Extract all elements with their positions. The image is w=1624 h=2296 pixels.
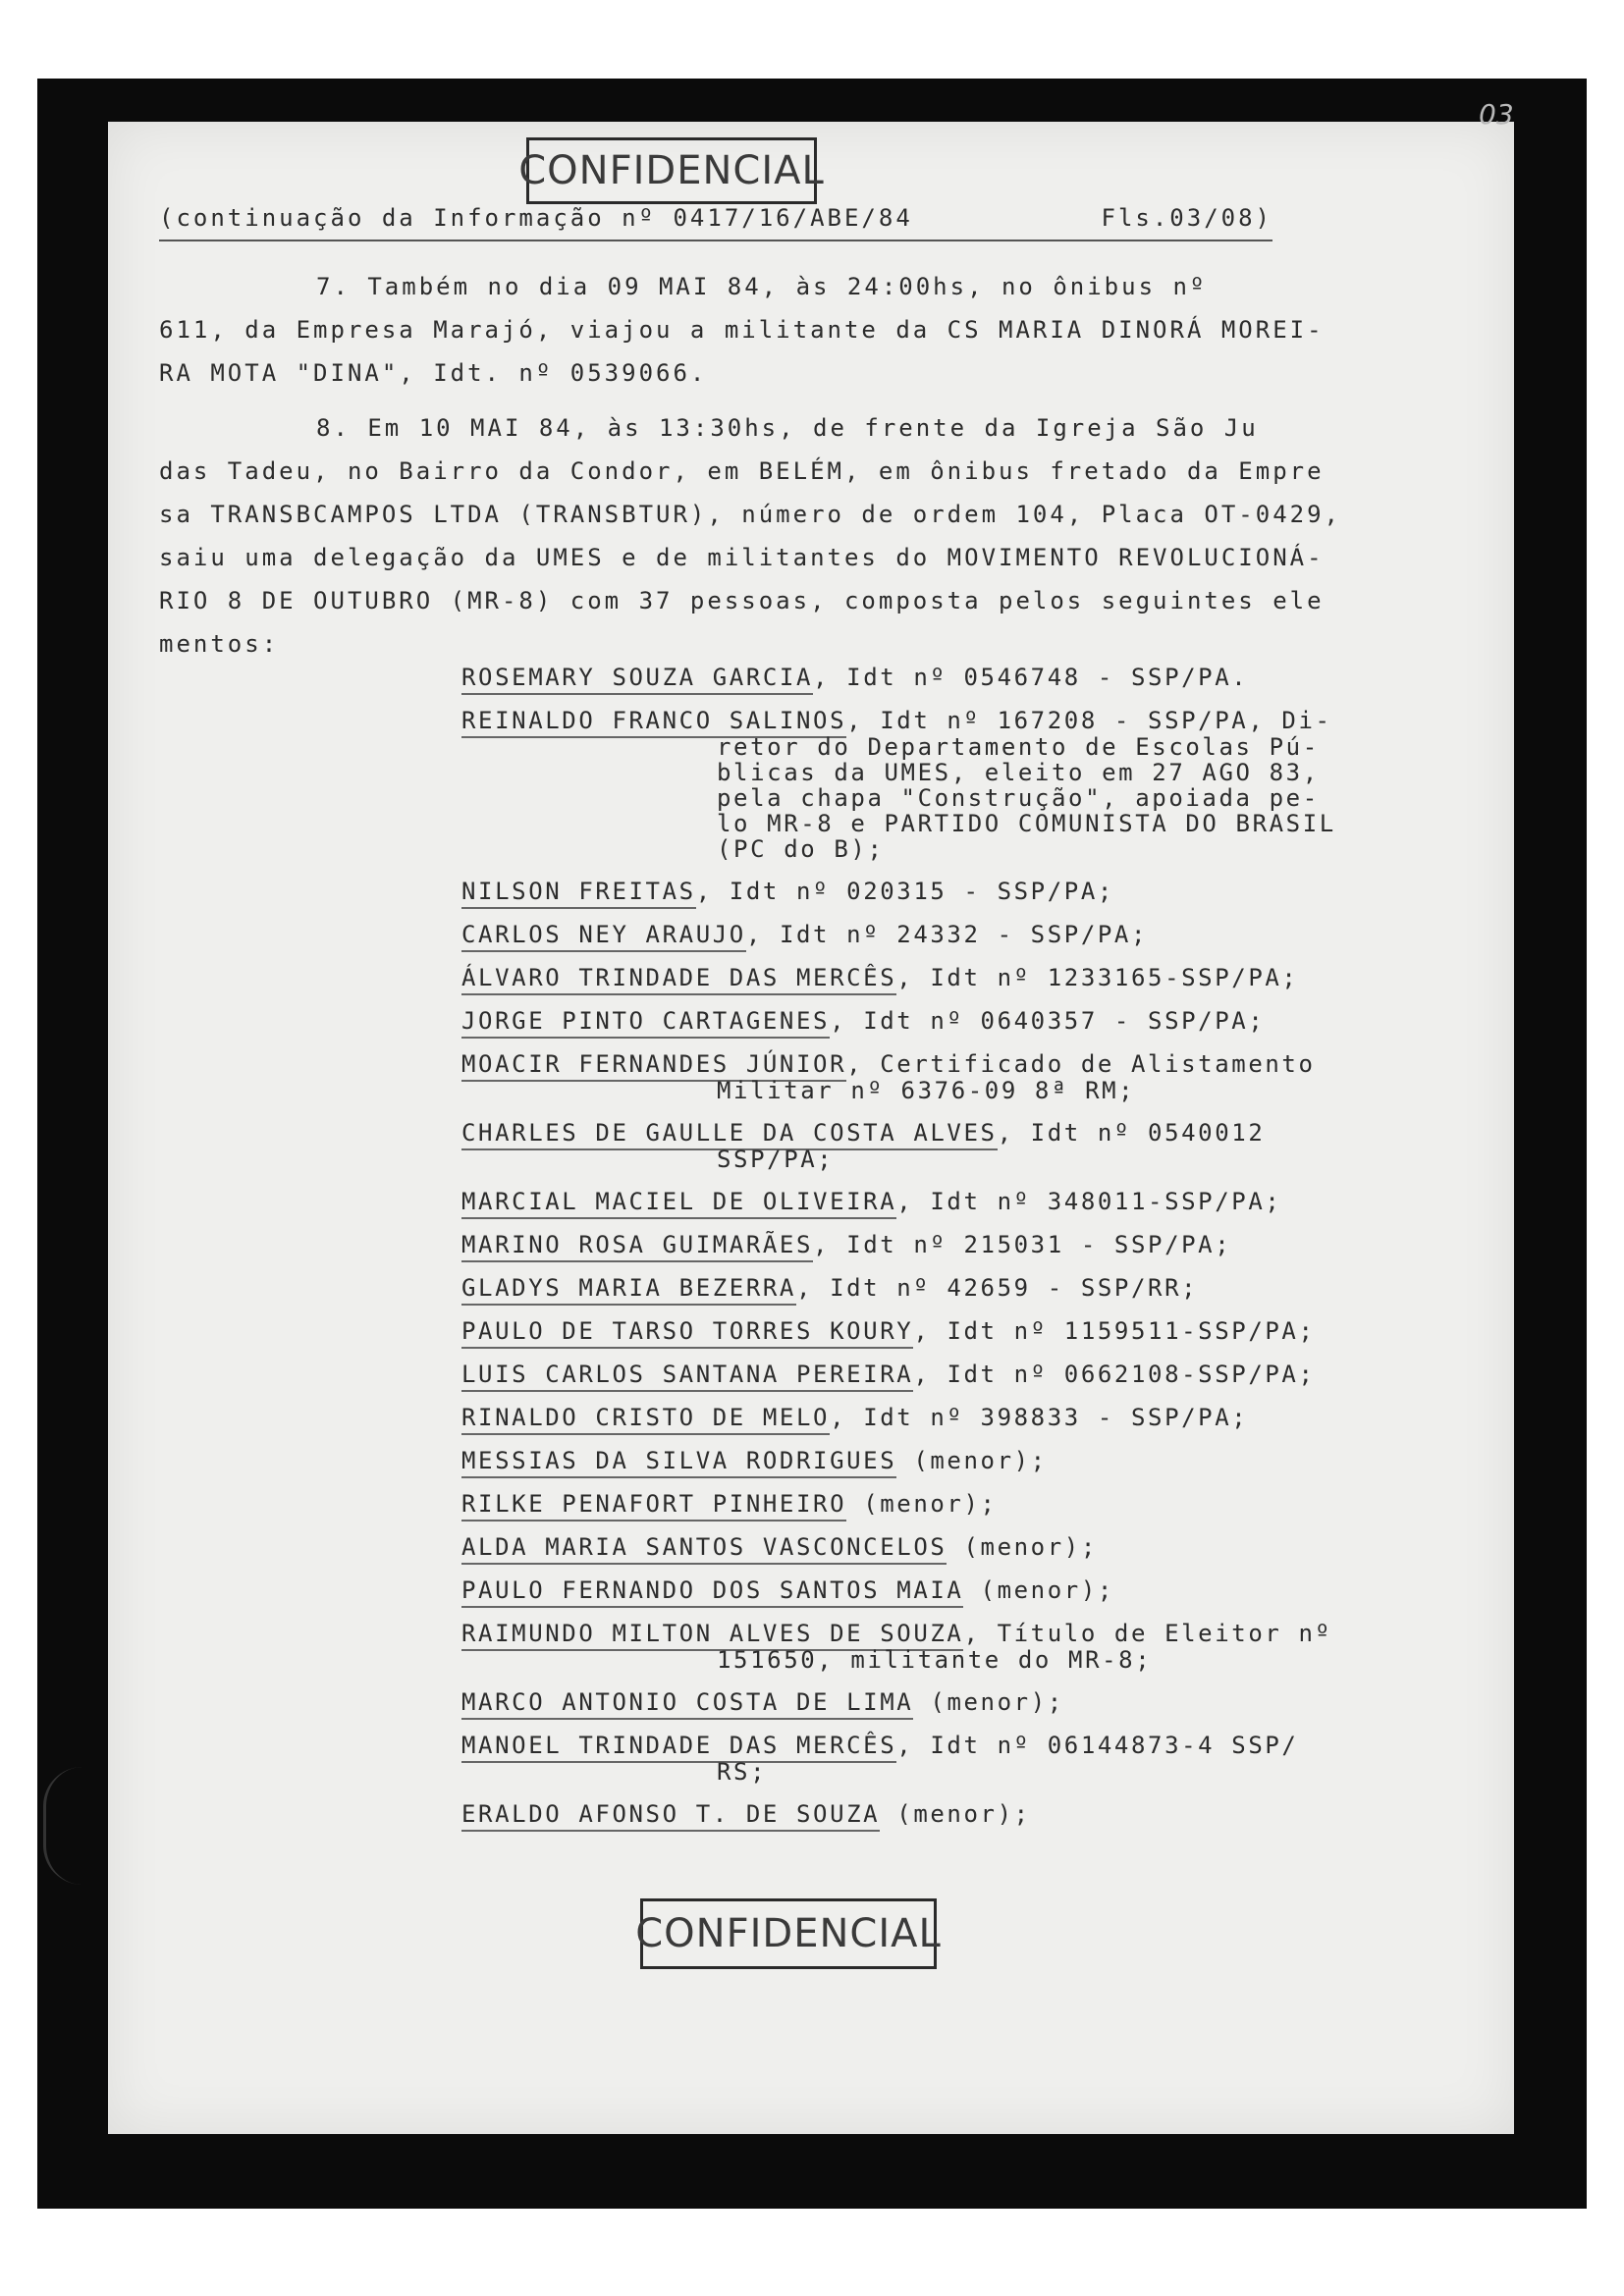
member-details-cont: retor do Departamento de Escolas Pú- blicas da UMES, eleito em 27 AGO 83, pela chapa "Construção", apoiada pe- lo MR-8 e PARTIDO COMUNISTA DO BRASIL (PC do B); [717,733,1336,863]
member-details: , Idt nº 06144873-4 SSP/ [896,1732,1299,1759]
list-item [461,964,1345,991]
member-details: , Idt nº 0546748 - SSP/PA. [813,664,1249,691]
member-name: ÁLVARO TRINDADE DAS MERCÊS [461,964,896,995]
list-item [461,1361,1345,1388]
delegation-member-list [461,664,1345,1843]
member-details: , Certificado de Alistamento [846,1050,1316,1078]
list-item [461,1490,1345,1518]
member-name: MOACIR FERNANDES JÚNIOR [461,1050,846,1082]
member-details: , Idt nº 0640357 - SSP/PA; [830,1007,1266,1035]
member-details: , Título de Eleitor nº [963,1620,1332,1647]
member-name: CARLOS NEY ARAUJO [461,921,746,952]
para7-line: RA MOTA "DINA", Idt. nº 0539066. [159,359,708,387]
member-details: , Idt nº 1233165-SSP/PA; [896,964,1299,991]
paragraph-8 [159,406,1341,666]
list-item [461,1007,1345,1035]
member-details: (menor); [896,1447,1048,1474]
list-item [461,1620,1345,1673]
member-details: , Idt nº 0662108-SSP/PA; [913,1361,1316,1388]
list-item [461,664,1345,691]
list-item [461,1317,1345,1345]
member-name: ERALDO AFONSO T. DE SOUZA [461,1800,880,1832]
member-details: (menor); [880,1800,1031,1828]
para8-line: 8. Em 10 MAI 84, às 13:30hs, de frente da Igreja São Ju [316,414,1259,442]
member-name: PAULO FERNANDO DOS SANTOS MAIA [461,1576,963,1608]
member-details: (menor); [913,1688,1064,1716]
member-name: CHARLES DE GAULLE DA COSTA ALVES [461,1119,998,1150]
list-item [461,1447,1345,1474]
member-details: , Idt nº 0540012 [997,1119,1266,1147]
para8-line: saiu uma delegação da UMES e de militantes do MOVIMENTO REVOLUCIONÁ- [159,544,1325,571]
member-name: REINALDO FRANCO SALINOS [461,707,846,738]
member-name: ROSEMARY SOUZA GARCIA [461,664,813,695]
member-details: (menor); [963,1576,1114,1604]
member-name: RAIMUNDO MILTON ALVES DE SOUZA [461,1620,963,1651]
list-item [461,1533,1345,1561]
member-name: MARINO ROSA GUIMARÃES [461,1231,813,1262]
member-details-cont: SSP/PA; [717,1146,835,1173]
list-item [461,707,1345,862]
list-item [461,1404,1345,1431]
page-number-mark: 03 [1479,98,1514,131]
confidential-stamp-bottom: CONFIDENCIAL [640,1898,937,1969]
member-details: , Idt nº 020315 - SSP/PA; [695,878,1114,905]
member-name: MARCO ANTONIO COSTA DE LIMA [461,1688,913,1720]
member-details: , Idt nº 1159511-SSP/PA; [913,1317,1316,1345]
member-details-cont: 151650, militante do MR-8; [717,1646,1153,1674]
member-name: MARCIAL MACIEL DE OLIVEIRA [461,1188,896,1219]
para8-line: das Tadeu, no Bairro da Condor, em BELÉM, em ônibus fretado da Empre [159,457,1325,485]
paragraph-7 [159,265,1325,395]
member-name: MESSIAS DA SILVA RODRIGUES [461,1447,896,1478]
member-name: MANOEL TRINDADE DAS MERCÊS [461,1732,896,1763]
list-item [461,878,1345,905]
para7-line: 611, da Empresa Marajó, viajou a militante da CS MARIA DINORÁ MOREI- [159,316,1325,344]
member-details: , Idt nº 215031 - SSP/PA; [813,1231,1232,1258]
para8-line: RIO 8 DE OUTUBRO (MR-8) com 37 pessoas, composta pelos seguintes ele [159,587,1325,614]
list-item [461,1576,1345,1604]
binding-mark [43,1767,85,1885]
member-details: (menor); [846,1490,998,1518]
member-details: , Idt nº 24332 - SSP/PA; [745,921,1149,948]
member-details: , Idt nº 398833 - SSP/PA; [830,1404,1249,1431]
list-item [461,1274,1345,1302]
member-name: NILSON FREITAS [461,878,696,909]
para8-line: sa TRANSBCAMPOS LTDA (TRANSBTUR), número de ordem 104, Placa OT-0429, [159,501,1341,528]
member-name: PAULO DE TARSO TORRES KOURY [461,1317,913,1349]
list-item [461,1188,1345,1215]
header-line [159,204,1272,241]
member-name: RINALDO CRISTO DE MELO [461,1404,830,1435]
list-item [461,1732,1345,1785]
member-name: GLADYS MARIA BEZERRA [461,1274,796,1306]
list-item [461,1231,1345,1258]
list-item [461,921,1345,948]
member-name: LUIS CARLOS SANTANA PEREIRA [461,1361,913,1392]
member-details: , Idt nº 167208 - SSP/PA, Di- [846,707,1332,734]
member-details: , Idt nº 348011-SSP/PA; [896,1188,1282,1215]
header-folio: Fls.03/08) [1101,204,1272,232]
para7-line: 7. Também no dia 09 MAI 84, às 24:00hs, no ônibus nº [316,273,1208,300]
member-name: RILKE PENAFORT PINHEIRO [461,1490,846,1522]
member-name: JORGE PINTO CARTAGENES [461,1007,830,1039]
member-details-cont: Militar nº 6376-09 8ª RM; [717,1077,1136,1104]
member-details-cont: RS; [717,1758,768,1786]
member-details: (menor); [947,1533,1098,1561]
list-item [461,1688,1345,1716]
list-item [461,1119,1345,1172]
list-item [461,1050,1345,1103]
member-details: , Idt nº 42659 - SSP/RR; [795,1274,1199,1302]
list-item [461,1800,1345,1828]
header-reference: (continuação da Informação nº 0417/16/ABE/84 [159,204,913,232]
member-name: ALDA MARIA SANTOS VASCONCELOS [461,1533,947,1565]
para8-line: mentos: [159,630,280,658]
confidential-stamp-top: CONFIDENCIAL [526,137,817,204]
